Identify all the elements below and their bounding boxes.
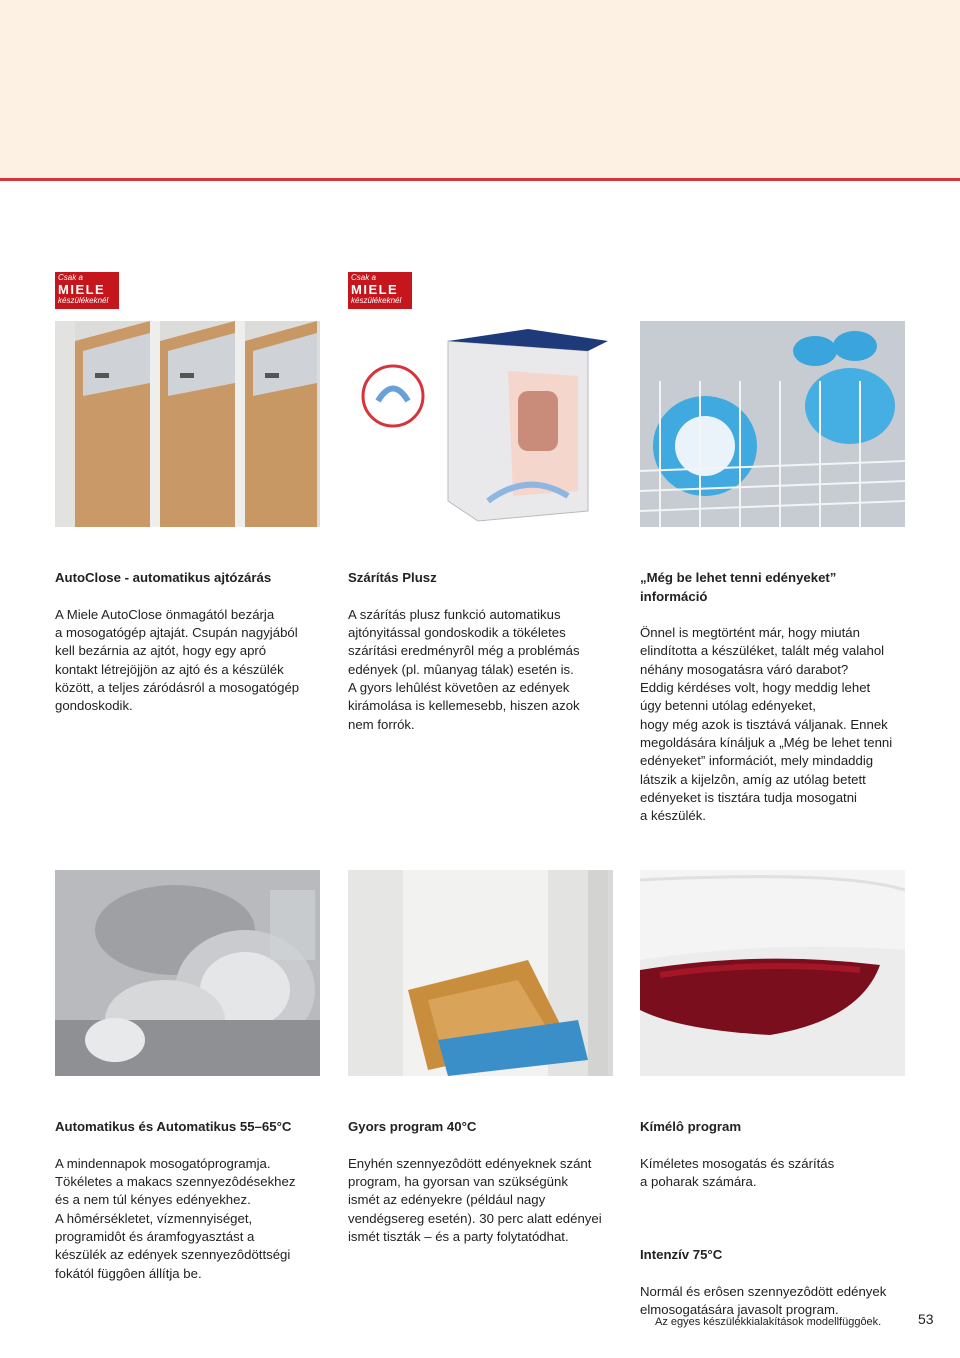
section-heading: AutoClose - automatikus ajtózárás (55, 570, 272, 586)
page-number: 53 (918, 1311, 934, 1327)
dishwasher-airflow-diagram (348, 321, 613, 527)
section-body: Enyhén szennyezôdött edényeknek szánt program, ha gyorsan van szükségünk ismét az edényekre (például nagy vendégsereg esetén). 30 perc alatt edényei ismét tiszták – és a party folytatódhat. (348, 1155, 602, 1245)
spacer (640, 1210, 920, 1228)
badge-brand: MIELE (351, 282, 399, 297)
add-dishes-info-section (640, 551, 915, 844)
miele-badge-middle (348, 272, 412, 309)
quick-program-section (348, 1100, 623, 1265)
badge-bottom-text: készülékeknél (351, 296, 402, 305)
red-wine-glass-photo (640, 870, 905, 1076)
top-color-band (0, 0, 960, 178)
drying-plus-section (348, 551, 618, 752)
section-body: A mindennapok mosogatóprogramja. Tökéletes a makacs szennyezôdésekhez és a nem túl kényes edényekhez. A hômérsékletet, vízmennyiséget, programidôt és áramfogyasztást a készülék az edények szennyezôdöttségi fokától függôen állítja be. (55, 1155, 296, 1281)
badge-top-text: Csak a (351, 273, 376, 282)
miele-badge-left (55, 272, 119, 309)
blue-plates-rack-photo (640, 321, 905, 527)
section-heading: Automatikus és Automatikus 55–65°C (55, 1119, 292, 1135)
section-body: A szárítás plusz funkció automatikus ajtónyitással gondoskodik a tökéletes szárítási eredményrôl még a problémás edények (pl. mûanyag tálak) esetén is. A gyors lehûlést követôen az edények kirámolása is kellemesebb, hiszen azok nem forrók. (348, 606, 580, 732)
section-heading: Kímélô program (640, 1119, 742, 1135)
section-heading: „Még be lehet tenni edényeket” információ (640, 570, 837, 604)
section-heading: Szárítás Plusz (348, 570, 437, 586)
footer-note: Az egyes készülékkialakítások modellfüggôek. (655, 1316, 882, 1328)
gentle-intensive-section (640, 1100, 920, 1338)
top-red-rule (0, 178, 960, 181)
section-heading: Gyors program 40°C (348, 1119, 477, 1135)
section-body: A Miele AutoClose önmagától bezárja a mosogatógép ajtaját. Csupán nagyjából kell bezárnia az ajtót, hogy egy apró kontakt létrejöjjön az ajtó és a készülék között, a teljes záródásról a mosogatógép gondoskodik. (55, 606, 300, 714)
autoclose-section (55, 551, 325, 734)
glasses-plate-photo (348, 870, 613, 1076)
badge-brand: MIELE (58, 282, 106, 297)
section-body-intensive: Normál és erôsen szennyezôdött edények elmosogatására javasolt program. (640, 1283, 887, 1317)
section-body: Kíméletes mosogatás és szárítás a poharak számára. (640, 1155, 835, 1190)
section-heading-intensive: Intenzív 75°C (640, 1247, 723, 1263)
badge-bottom-text: készülékeknél (58, 296, 109, 305)
stacked-dishes-photo (55, 870, 320, 1076)
badge-top-text: Csak a (58, 273, 83, 282)
automatic-program-section (55, 1100, 330, 1301)
kitchen-cabinets-photo (55, 321, 320, 527)
section-body: Önnel is megtörtént már, hogy miután elindította a készüléket, talált még valahol néhány mosogatásra váró darabot? Eddig kérdéses volt, hogy meddig lehet úgy betenni utólag edényeket, hogy még azok is tisztává váljanak. Ennek megoldására kínáljuk a „Még be lehet tenni edényeket” információt, mely mindaddig látszik a kijelzôn, amíg az utólag betett edényeket is tisztára tudja mosogatni a készülék. (640, 625, 893, 824)
